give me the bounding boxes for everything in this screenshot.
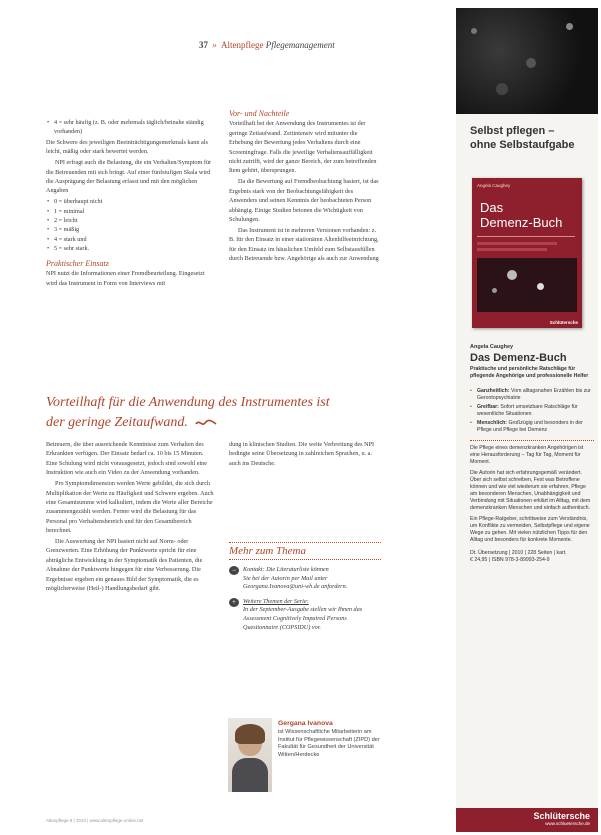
column-1-top [46,118,214,289]
author-box [228,718,386,794]
signature-icon [195,418,217,428]
author-name: Gergana Ivanova [278,720,333,727]
column-2-top [229,109,381,265]
ad-body-3: Ein Pflege-Ratgeber, schrittweise zum Verständnis, um Konflikte zu vermeiden, Selbstpflege und eigene Wege zu gehen. Mit vielen nützlichen Tipps für den Alltag und besonders für konkrete Momente. [470,516,590,543]
ad-feature: • Greifbar: Sofort umsetzbare Ratschläge für wesentliche Situationen [470,404,594,418]
ad-feature: • Menschlich: Großzügig und besonders in der Pflege und Pflege bei Demenz [470,420,594,434]
book-cover-author: Angela Caughey [477,183,511,188]
paragraph: NPI erfragt auch die Belastung, die ein Verhalten/Symptom für die Betreuenden mit sich bringt. Auf einer fünfstufigen Skala wird die Ausprägung der Belastung erfasst und mit den möglichen Angaben [46,159,212,195]
publisher-logo: Schlütersche [533,811,590,821]
book-cover-publisher: Schlütersche [549,320,578,325]
plus-icon: + [229,598,239,607]
book-cover-title-2: Demenz-Buch [480,215,563,230]
ad-feature-list [470,388,594,434]
publisher-url: www.schluetersche.de [545,821,590,826]
mehr-item-title: Kontakt: Die Literaturliste können [243,566,329,573]
ad-feature: • Ganzheitlich: Vom alltagsnahen Erzählen bis zur Gerontopsychiatrie [470,388,594,402]
mehr-zum-thema-box [229,542,381,632]
scale-item: • 3 = mäßig [46,225,214,234]
subheading-vor-und-nachteile: Vor- und Nachteile [229,109,290,118]
author-bio: ist Wissenschaftliche Mitarbeiterin am Institut für Pflegewissenschaft (ZIPD) der Fakultät für Gesundheit der Universität Witten/Herdecke [278,729,380,758]
mehr-item-title: Weitere Themen der Serie: [243,597,309,605]
ad-tagline-line-1: Selbst pflegen – [470,125,555,137]
book-advertisement [456,8,598,832]
ad-book-subtitle: Praktische und persönliche Ratschläge für pflegende Angehörige und professionelle Helfer [470,366,589,379]
ad-book-title: Das Demenz-Buch [470,352,567,364]
mehr-item [229,566,381,592]
paragraph: Pro Symptomdimension werden Werte gebildet, die sich durch Multiplikation der Werte zu Häufigkeit und Schwere ergeben. Auch eine Gesamtsumme wird kalkuliert, indem die Werte aller Bereiche zusammengezählt werden. Ferner wird die Belastung für das Personal pro Verhaltensbereich und für den Gesamtbereich berechnet. [46,480,214,535]
book-cover [472,178,582,328]
paragraph: Da die Bewertung auf Fremdbeobachtung basiert, ist das Ergebnis stark von der Beobachtungsfähigkeit des Anwenders und seinen Kenntnis der beobachteten Person abhängig. Einige Studien betonen die Wichtigkeit von Schulungen. [229,178,379,223]
ad-tagline-line-2: ohne Selbstaufgabe [470,139,575,151]
book-cover-title-1: Das [480,200,504,215]
page-number: 37 [199,40,208,50]
ad-body-2: Die Autorin hat sich erfahrungsgemäß verändert. Über sich selbst schreiben, Fest was Betroffene können und wie viel wiederum sie erfahren, Pflege am besonderen Menschen, Unabhängigkeit und Verbindung mit Situationen erklärt im Alltag, mit dem demenzkranken Menschen und einfach authentisch. [470,470,591,511]
header-separator: » [212,40,217,50]
scale-item: • 0 = überhaupt nicht [46,197,214,206]
ad-top-image [456,8,598,114]
page-footer: Altenpflege 8 | 2010 | www.altenpflege-online.net [46,818,144,823]
mehr-item [229,598,381,632]
paragraph: Die Schwere des jeweiligen Beeinträchtigungsmerkmals kann als leicht, mäßig oder stark bewertet werden. [46,138,208,156]
mehr-item-body: In der September-Ausgabe stellen wir Ihnen das Assessment Cognitively Impaired Persons Questionnaire (COPSIDU) vor. [243,606,363,631]
paragraph: Betreuern, die über ausreichende Kenntnisse zum Verhalten des Erkrankten verfügen. Der Einsatz bedarf ca. 10 bis 15 Minuten. Eine Schulung wird nicht vorausgesetzt, jedoch sind sowohl eine Instruktion wie auch ein Video zu der Anwendung vorhanden. [46,441,208,477]
arrow-icon: → [231,567,237,573]
paragraph: NPI nutzt die Informationen einer Fremdbeurteilung. Eingesetzt wird das Instrument in Form von Interviews mit [46,270,205,287]
journal-name: Altenpflege [221,40,264,50]
pull-quote-line-1: Vorteilhaft für die Anwendung des Instrumentes ist [46,395,330,410]
mehr-item-body: Sie bei der Autorin per Mail unter Georgana.Ivanova@uni-wh.de anfordern. [243,574,348,591]
column-2-bottom [229,440,381,470]
paragraph: Die Auswertung der NPI basiert nicht auf Norm- oder Grenzwerten. Eine Erhöhung der Punktwerte spricht für eine abträgliche Entwicklung in der Symptomatik des Patienten, die Abnahme der Punktwerte hingegen für eine Verbesserung. Die Ergebnisse ergeben ein genaues Bild der Symptomatik, die es möglicherweise (Heil-) Handlungsbedarf gibt. [46,538,203,593]
scale-item: • 5 = sehr stark. [46,244,214,253]
section-name: Pflegemanagement [265,40,335,50]
pull-quote-line-2: der geringe Zeitaufwand. [46,415,188,430]
mehr-zum-thema-heading: Mehr zum Thema [229,545,306,557]
ad-specs: Dt. Übersetzung | 2010 | 228 Seiten | kart. € 24,95 | ISBN 978-3-89993-254-9 [470,550,567,563]
ad-body-1: Die Pflege eines demenzkranken Angehörigen ist eine Herausforderung – Tag für Tag, Moment für Moment. [470,445,584,465]
frequency-bullet: • 4 = sehr häufig (z. B. oder mehrmals täglich/beinahe ständig vorhanden) [46,118,214,137]
paragraph: Vorteilhaft bei der Anwendung des Instrumentes ist der geringe Zeitaufwand. Zeitintensiv wird mitunter die Erhebung der Bewertung jedes Verhaltens durch eine Screeningfrage. Falls die jeweilige Verhaltensauffälligkeit nicht zutrifft, wird der ganze Bereich, der zum betreffenden Item gehört, übersprungen. [229,120,377,175]
publisher-logo-bar [456,808,598,832]
paragraph: Das Instrument ist in mehreren Versionen vorhanden: z. B. für den Einsatz in einer stationären Altenhilfeeinrichtung, für den Einsatz im häuslichen Umfeld zum Selbstausfüllen durch Betreuende bzw. Angehörige als auch zur Anwendung [229,226,379,263]
column-1-bottom [46,440,214,595]
pull-quote [46,393,386,433]
scale-item: • 1 = minimal [46,207,214,216]
author-photo [228,718,272,792]
scale-item: • 2 = leicht [46,216,214,225]
paragraph: dung in klinischen Studien. Die weite Verbreitung des NPI bedingte seine Übersetzung in zahlreichen Sprachen, u. a. auch ins Deutsche. [229,441,375,467]
ad-author: Angela Caughey [470,344,514,350]
subheading-praktischer-einsatz: Praktischer Einsatz [46,258,109,268]
page-header [199,40,335,50]
scale-item: • 4 = stark und [46,235,214,244]
